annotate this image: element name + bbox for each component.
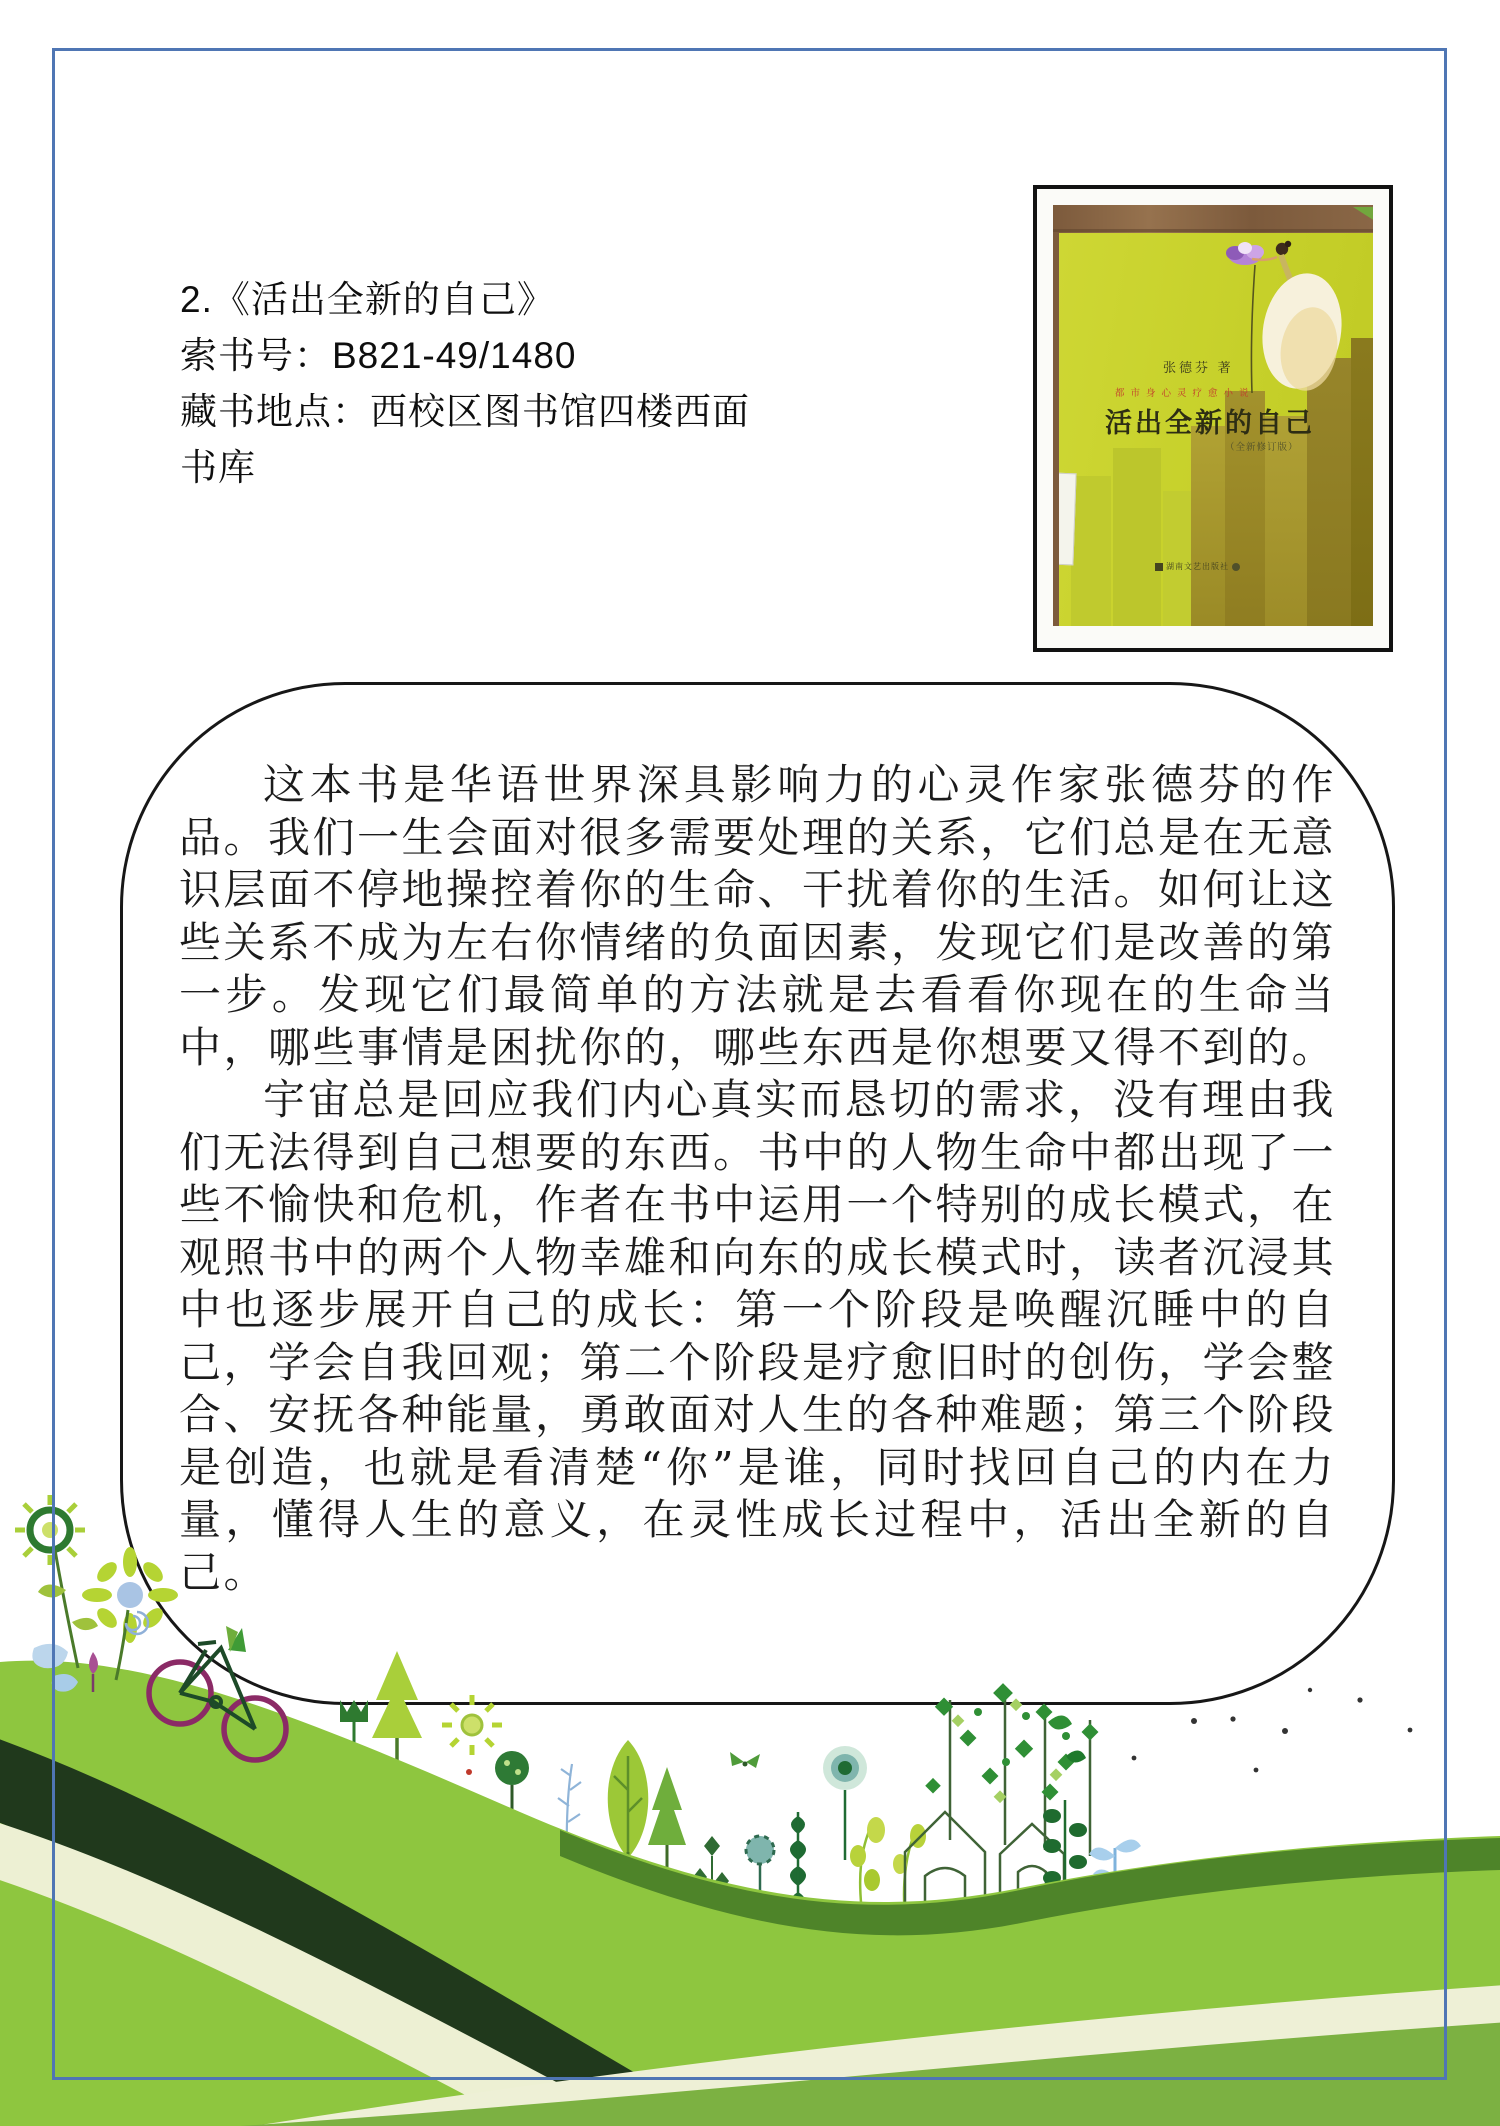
building-shape (1307, 358, 1351, 626)
book-cover-photo (1033, 185, 1393, 652)
cover-title: 活出全新的自己 (1105, 408, 1315, 438)
footer-artwork (0, 1420, 1500, 2126)
bubble-paragraph-1: 这本书是华语世界深具影响力的心灵作家张德芬的作品。我们一生会面对很多需要处理的关系，它们总是在无意识层面不停地操控着你的生命、干扰着你的生活。如何让这些关系不成为左右你情绪的负面因素，发现它们是改善的第一步。发现它们最简单的方法就是去看看你现在的生命当中，哪些事情是困扰你的，哪些东西是你想要又得不到的。 (179, 760, 1337, 1072)
cover-series: 都市身心灵疗愈小说 (1115, 388, 1255, 399)
target-tree-icon (823, 1746, 867, 1860)
building-shape (1191, 426, 1225, 626)
header-block (180, 272, 750, 496)
plant-sliver-icon (1353, 207, 1373, 221)
star-flower-icon (15, 1495, 98, 1668)
location-line1: 藏书地点：西校区图书馆四楼西面 (180, 391, 750, 432)
building-shape (1351, 338, 1373, 626)
lime-sprig-icon (850, 1817, 926, 1916)
flower-cluster (15, 1495, 178, 1692)
butterfly-icon (730, 1752, 760, 1768)
cover-author: 张德芬 著 (1163, 360, 1234, 375)
location-line2: 书库 (180, 447, 256, 488)
cover-edition: （全新修订版） (1225, 442, 1299, 453)
publisher-logo-icon (1155, 563, 1163, 571)
specks (1132, 1688, 1413, 1773)
book-cover (1059, 233, 1373, 626)
lotus-flower-icon (1226, 242, 1264, 265)
starburst-flower-icon (442, 1695, 502, 1775)
call-number: 索书号：B821-49/1480 (180, 335, 577, 376)
pine-tree-icon (372, 1651, 422, 1760)
seat-leaves-icon (226, 1626, 246, 1652)
publisher-logo-icon (1232, 563, 1240, 571)
castle-icon (905, 1683, 1098, 1910)
book-title-heading: 2.《活出全新的自己》 (180, 279, 555, 320)
photo-background-wood (1053, 205, 1373, 626)
bubble-paragraph-2: 宇宙总是回应我们内心真实而恳切的需求，没有理由我们无法得到自己想要的东西。书中的人物生命中都出现了一些不愉快和危机，作者在书中运用一个特别的成长模式，在观照书中的两个人物幸雄和向东的成长模式时，读者沉浸其中也逐步展开自己的成长：第一个阶段是唤醒沉睡中的自己，学会自我回观；第二个阶段是疗愈旧时的创伤，学会整合、安抚各种能量，勇敢面对人生的各种难题；第三个阶段是创造，也就是看清楚“你”是谁，同时找回自己的内在力量，懂得人生的意义，在灵性成长过程中，活出全新的自己。 (179, 1075, 1337, 1597)
building-shape (1071, 476, 1111, 626)
cover-publisher: 湖南文艺出版社 (1155, 561, 1240, 572)
building-shape (1113, 448, 1161, 626)
